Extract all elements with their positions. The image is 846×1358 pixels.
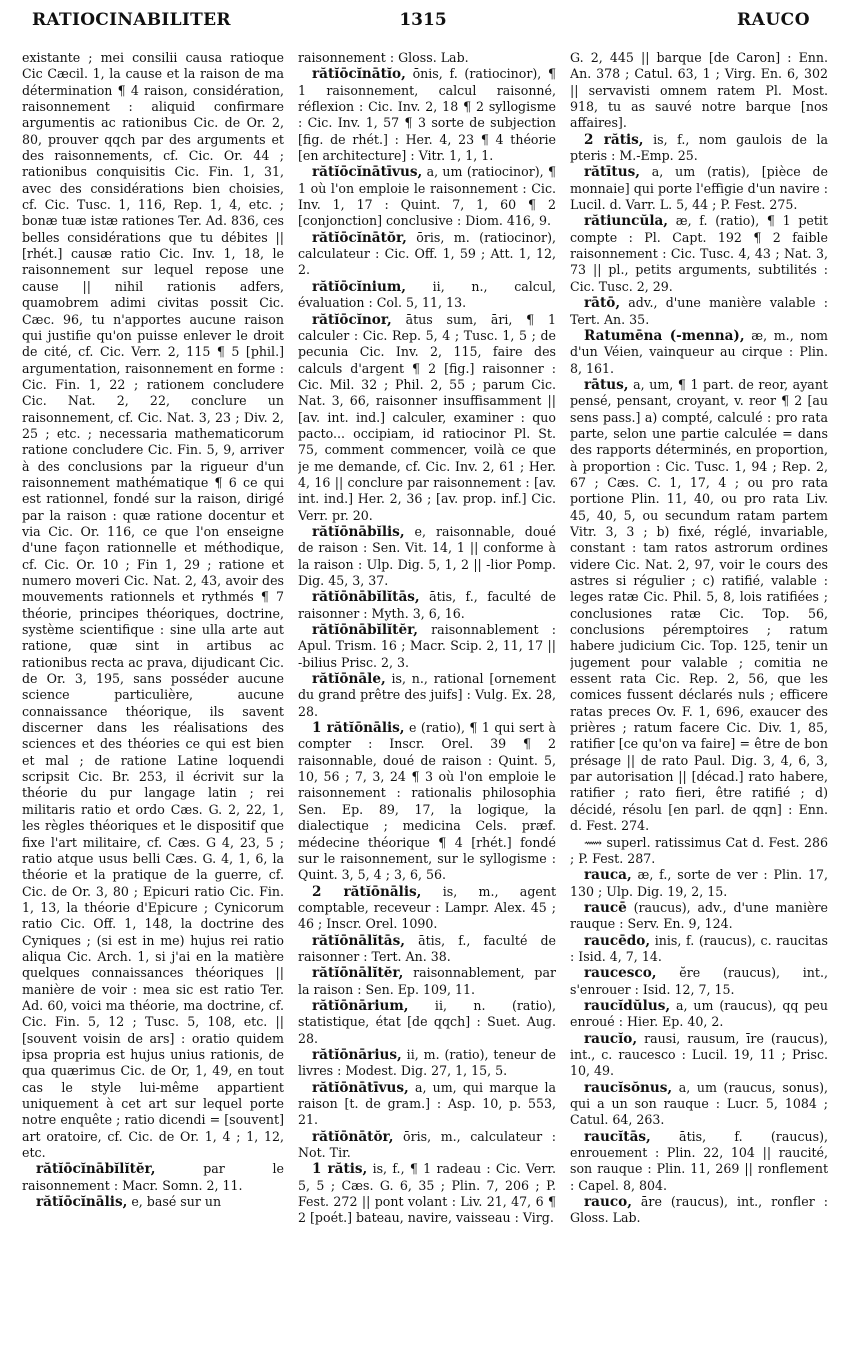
- dictionary-entry: [298, 66, 556, 164]
- dictionary-entry: [570, 213, 828, 295]
- dictionary-entry: [22, 1194, 284, 1210]
- dictionary-entry: [570, 998, 828, 1031]
- dictionary-entry: [298, 720, 556, 883]
- headword: rătĭōcĭnātŏr,: [312, 229, 407, 246]
- dictionary-entry: [298, 1080, 556, 1129]
- entry-text: e (ratio), ¶ 1 qui sert à compter : Inscr. Orel. 39 ¶ 2 raisonnable, doué de raison : Quint. 5, 10, 56 ; 7, 3, 24 ¶ 3 où l'on emploie le raisonnement : rationalis philosophia Sen. Ep. 89, 17, la logique, la dialectique ; medicina Cels. præf. médecine théorique ¶ 4 [rhét.] fondé sur le raisonnement, sur le syllogisme : Quint. 3, 5, 4 ; 3, 6, 56.: [298, 720, 556, 883]
- entry-text: raisonnablement : Apul. Trism. 16 ; Macr. Scip. 2, 11, 17 || -bilius Prisc. 2, 3.: [298, 622, 556, 670]
- headword: rātō,: [584, 295, 621, 312]
- headword: Ratumēna (-menna),: [584, 327, 745, 344]
- headword: 1 rătis,: [312, 1161, 368, 1178]
- dictionary-entry: [570, 933, 828, 966]
- dictionary-entry: [298, 965, 556, 998]
- headword: rătiuncŭla,: [584, 213, 669, 230]
- entry-text: āre (raucus), int., ronfler : Gloss. Lab.: [570, 1194, 828, 1226]
- entry-text: (raucus), adv., d'une manière rauque : Serv. En. 9, 124.: [570, 899, 828, 932]
- entry-text: ōris, m., calculateur : Not. Tir.: [298, 1128, 556, 1161]
- entry-text: e, raisonnable, doué de raison : Sen. Vit. 14, 1 || conforme à la raison : Ulp. Dig. 5, 1, 2 || -lior Pomp. Dig. 45, 3, 37.: [298, 523, 556, 588]
- dictionary-entry: [570, 377, 828, 835]
- dictionary-entry: [570, 965, 828, 998]
- headword: raucē: [584, 899, 627, 916]
- entry-text: a, um, ¶ 1 part. de reor, ayant pensé, pensant, croyant, v. reor ¶ 2 [au sens pass.] a) compté, calculé : pro rata parte, selon une partie calculée = dans des rapports déterminés, en proportion, à proportion : Cic. Tusc. 1, 94 ; Rep. 2, 67 ; Cæs. C. 1, 17, 4 ; ou pro rata portione Plin. 11, 40, ou pro rata Liv. 45, 40, 5, ou secundum ratam partem Vitr. 3, 3 ; b) fixé, réglé, invariable, constant : tam ratos astrorum ordines videre Cic. Nat. 2, 97, voir le cours des astres si régulier ; c) ratifié, valable : leges ratæ Cic. Phil. 5, 8, lois ratifiées ; conclusiones ratæ Cic. Top. 56, conclusions péremptoires ; ratum habere judicium Cic. Top. 125, tenir un jugement pour valable ; comitia ne essent rata Cic. Rep. 2, 56, que les comices fussent déclarés nuls ; efficere ratas preces Ov. F. 1, 696, exaucer des prières ; ratum facere Cic. Div. 1, 85, ratifier [ce qu'on va faire] = être de bon présage || de rato Paul. Dig. 3, 4, 6, 3, par autorisation || [décad.] rato habere, ratifier ; rato fieri, être ratifié ; d) décidé, résolu [en parl. de qqn] : Enn. d. Fest. 274.: [570, 376, 828, 834]
- entry-text: æ, m., nom d'un Véien, vainqueur au cirque : Plin. 8, 161.: [570, 327, 828, 376]
- dictionary-entry: [298, 312, 556, 524]
- entry-text: a, um (raucus, sonus), qui a un son rauque : Lucr. 5, 1084 ; Catul. 64, 263.: [570, 1079, 828, 1128]
- dictionary-entry: [298, 1129, 556, 1162]
- headword: raucĭtās,: [584, 1128, 651, 1145]
- page-number: 1315: [399, 10, 447, 30]
- entry-text: ⟿ superl. ratissimus Cat d. Fest. 286 ; P. Fest. 287.: [570, 834, 828, 866]
- dictionary-entry: [570, 132, 828, 165]
- entry-text: ātis, f., faculté de raisonner : Tert. An. 38.: [298, 932, 556, 964]
- headword: 1 rătĭōnālis,: [312, 720, 405, 737]
- running-head-right: RAUCO: [737, 10, 810, 30]
- entry-text: ĕre (raucus), int., s'enrouer : Isid. 12, 7, 15.: [570, 965, 828, 997]
- entry-text: ii, m. (ratio), teneur de livres : Modest. Dig. 27, 1, 15, 5.: [298, 1046, 556, 1079]
- entry-text: is, m., agent comptable, receveur : Lampr. Alex. 45 ; 46 ; Inscr. Orel. 1090.: [298, 883, 556, 932]
- entry-text: a, um (raucus), qq peu enroué : Hier. Ep. 40, 2.: [570, 997, 828, 1030]
- entry-text: a, um (ratiocinor), ¶ 1 où l'on emploie le raisonnement : Cic. Inv. 1, 17 : Quint. 7, 1, 60 ¶ 2 [conjonction] conclusive : Diom. 416, 9.: [298, 164, 556, 229]
- headword: rauco,: [584, 1194, 632, 1211]
- headword: rătĭōcĭnor,: [312, 311, 392, 328]
- dictionary-entry: [298, 622, 556, 671]
- dictionary-entry: [22, 1161, 284, 1194]
- dictionary-entry: [298, 279, 556, 312]
- headword: rătĭōcĭnābĭlĭtĕr,: [36, 1161, 156, 1178]
- headword: rătĭōnārium,: [312, 997, 409, 1014]
- dictionary-entry: [22, 50, 284, 1161]
- entry-text: a, um, qui marque la raison [t. de gram.] : Asp. 10, p. 553, 21.: [298, 1079, 556, 1128]
- dictionary-entry: [570, 1080, 828, 1129]
- headword: rătĭōnālĭtās,: [312, 932, 405, 949]
- headword: 2 rătis,: [584, 131, 644, 148]
- headword: raucĭdŭlus,: [584, 997, 671, 1014]
- dictionary-entry: [298, 1161, 556, 1226]
- dictionary-entry: [298, 671, 556, 720]
- headword: rătĭōnārius,: [312, 1046, 402, 1063]
- dictionary-entry: [298, 164, 556, 229]
- entry-text: inis, f. (raucus), c. raucitas : Isid. 4, 7, 14.: [570, 932, 828, 964]
- entry-text: ōris, m. (ratiocinor), calculateur : Cic. Off. 1, 59 ; Att. 1, 12, 2.: [298, 229, 556, 278]
- headword: rătĭōnābĭlĭtās,: [312, 589, 420, 606]
- headword: rătĭōnātīvus,: [312, 1079, 409, 1096]
- headword: raucĭsŏnus,: [584, 1079, 673, 1096]
- dictionary-entry: [298, 230, 556, 279]
- entry-text: G. 2, 445 || barque [de Caron] : Enn. An. 378 ; Catul. 63, 1 ; Virg. En. 6, 302 || servavisti omnem ratem Pl. Most. 918, tu as sauvé notre barque [nos affaires].: [570, 50, 828, 131]
- entry-text: ii, n., calcul, évaluation : Col. 5, 11, 13.: [298, 278, 556, 311]
- page-header: [0, 10, 846, 36]
- entry-text: rausi, rausum, īre (raucus), int., c. raucesco : Lucil. 19, 11 ; Prisc. 10, 49.: [570, 1030, 828, 1079]
- entry-text: ātis, f. (raucus), enrouement : Plin. 22, 104 || raucité, son rauque : Plin. 11, 269 || ronflement : Capel. 8, 804.: [570, 1128, 828, 1193]
- dictionary-entry: [298, 1047, 556, 1080]
- entry-text: æ, f., sorte de ver : Plin. 17, 130 ; Ulp. Dig. 19, 2, 15.: [570, 867, 828, 899]
- dictionary-entry: [570, 1031, 828, 1080]
- headword: rătĭōnālĭtĕr,: [312, 965, 404, 982]
- headword: rauca,: [584, 867, 632, 884]
- dictionary-entry: [298, 998, 556, 1047]
- headword: raucesco,: [584, 965, 657, 982]
- headword: rătĭōnātŏr,: [312, 1128, 394, 1145]
- dictionary-entry: [570, 900, 828, 933]
- headword: rătĭōnābĭlĭtĕr,: [312, 622, 419, 639]
- headword: rătītus,: [584, 164, 640, 181]
- headword: rătĭōcĭnātīvus,: [312, 164, 423, 181]
- entry-text: raisonnablement, par la raison : Sen. Ep. 109, 11.: [298, 965, 556, 997]
- column-1: [22, 50, 284, 1350]
- dictionary-entry: [570, 328, 828, 377]
- dictionary-entry: [570, 1194, 828, 1227]
- dictionary-entry: [570, 50, 828, 132]
- entry-text: a, um (ratis), [pièce de monnaie] qui porte l'effigie d'un navire : Lucil. d. Varr. L. 5, 44 ; P. Fest. 275.: [570, 164, 828, 213]
- dictionary-entry: [570, 164, 828, 213]
- entry-text: adv., d'une manière valable : Tert. An. 35.: [570, 295, 828, 327]
- entry-text: is, n., rational [ornement du grand prêtre des juifs] : Vulg. Ex. 28, 28.: [298, 671, 556, 719]
- headword: rătĭōcĭnātĭo,: [312, 66, 406, 83]
- headword: raucēdo,: [584, 932, 651, 949]
- entry-text: is, f., nom gaulois de la pteris : M.-Emp. 25.: [570, 131, 828, 164]
- headword: raucĭo,: [584, 1030, 638, 1047]
- entry-text: ii, n. (ratio), statistique, état [de qqch] : Suet. Aug. 28.: [298, 997, 556, 1046]
- entry-text: ōnis, f. (ratiocinor), ¶ 1 raisonnement, calcul raisonné, réflexion : Cic. Inv. 2, 18 ¶ 2 syllogisme : Cic. Inv. 1, 57 ¶ 3 sorte de subjection [fig. de rhét.] : Her. 4, 23 ¶ 4 théorie [en architecture] : Vitr. 1, 1, 1.: [298, 66, 556, 164]
- column-2: [298, 50, 556, 1350]
- headword: rātus,: [584, 376, 629, 393]
- dictionary-entry: [298, 524, 556, 589]
- headword: 2 rătĭōnālis,: [312, 883, 422, 900]
- dictionary-entry: [298, 589, 556, 622]
- dictionary-entry: [570, 1129, 828, 1194]
- entry-text: is, f., ¶ 1 radeau : Cic. Verr. 5, 5 ; Cæs. G. 6, 35 ; Plin. 7, 206 ; P. Fest. 272 || pont volant : Liv. 21, 47, 6 ¶ 2 [poét.] bateau, navire, vaisseau : Virg.: [298, 1161, 556, 1226]
- entry-text: ātis, f., faculté de raisonner : Myth. 3, 6, 16.: [298, 589, 556, 621]
- entry-text: par le raisonnement : Macr. Somn. 2, 11.: [22, 1161, 284, 1193]
- dictionary-entry: [298, 50, 556, 66]
- entry-text: existante ; mei consilii causa ratioque Cic Cæcil. 1, la cause et la raison de ma détermination ¶ 4 raison, considération, raisonnement : aliquid confirmare argumentis ac rationibus Cic. de Or. 2, 80, prouver qqch par des arguments et des raisonnements, cf. Cic. Or. 44 ; rationibus conquisitis Cic. Fin. 1, 31, avec des considérations bien choisies, cf. Cic. Tusc. 1, 116, Rep. 1, 4, etc. ; bonæ tuæ istæ rationes Ter. Ad. 836, ces belles considérations que tu débites || [rhét.] causæ ratio Cic. Inv. 1, 18, le raisonnement sur lequel repose une cause || nihil rationis adfers, quamobrem adimi civitas possit Cic. Cæc. 96, tu n'apportes aucune raison qui justifie qu'on puisse enlever le droit de cité, cf. Cic. Verr. 2, 115 ¶ 5 [phil.] argumentation, raisonnement en forme : Cic. Fin. 1, 22 ; rationem concludere Cic. Nat. 2, 22, conclure un raisonnement, cf. Cic. Nat. 3, 23 ; Div. 2, 25 ; etc. ; necessaria mathematicorum ratione concludere Cic. Fin. 5, 9, arriver à des conclusions par la rigueur d'un raisonnement mathématique ¶ 6 ce qui est rationnel, fondé sur la raison, dirigé par la raison : quæ ratione docentur et via Cic. Or. 116, ce que l'on enseigne d'une façon rationnelle et méthodique, cf. Cic. Or. 10 ; Fin 1, 29 ; ratione et numero moveri Cic. Nat. 2, 43, avoir des mouvements rationnels et rythmés ¶ 7 théorie, principes théoriques, doctrine, système scientifique : sine ulla arte aut ratione, quæ sint in artibus ac rationibus recta ac prava, dijudicant Cic. de Or. 3, 195, sans posséder aucune science particulière, aucune connaissance théorique, ils savent discerner dans les réalisations des sciences et des théories ce qui est bien et mal ; de ratione Latine loquendi scripsit Cic. Br. 253, il écrivit sur la théorie du pur langage latin ; rei militaris ratio et ordo Cæs. G. 2, 22, 1, les règles théoriques et le dispositif que fixe l'art militaire, cf. Cæs. G 4, 23, 5 ; ratio atque usus belli Cæs. G. 4, 1, 6, la théorie et la pratique de la guerre, cf. Cic. de Or. 3, 80 ; Epicuri ratio Cic. Fin. 1, 13, la théorie d'Epicure ; Cynicorum ratio Cic. Off. 1, 148, la doctrine des Cyniques ; (si est in me) hujus rei ratio aliqua Cic. Arch. 1, si j'ai en la matière quelques connaissances théoriques || manière de voir : mea sic est ratio Ter. Ad. 60, voici ma théorie, ma doctrine, cf. Cic. Fin. 5, 12 ; Tusc. 5, 108, etc. || [souvent voisin de ars] : oratio quidem ipsa propria est hujus unius rationis, de qua quærimus Cic. de Or, 1, 49, en tout cas le style lui-même appartient uniquement à cet art sur lequel porte notre enquête ; ratio dicendi = [souvent] art oratoire, cf. Cic. de Or. 1, 4 ; 1, 12, etc.: [22, 50, 284, 1161]
- headword: rătĭōcĭnium,: [312, 278, 406, 295]
- dictionary-entry: [298, 933, 556, 966]
- running-head-left: RATIOCINABILITER: [32, 10, 231, 30]
- column-3: [570, 50, 828, 1350]
- entry-text: e, basé sur un: [127, 1194, 222, 1210]
- dictionary-entry: [570, 295, 828, 328]
- dictionary-entry: [298, 884, 556, 933]
- headword: rătĭōnābĭlis,: [312, 523, 405, 540]
- dictionary-entry: [570, 835, 828, 868]
- headword: rătĭōcĭnālis,: [36, 1194, 128, 1211]
- headword: rătĭōnāle,: [312, 671, 386, 688]
- dictionary-entry: [570, 867, 828, 900]
- entry-text: ātus sum, āri, ¶ 1 calculer : Cic. Rep. 5, 4 ; Tusc. 1, 5 ; de pecunia Cic. Inv. 2, 115, faire des calculs d'argent ¶ 2 [fig.] raisonner : Cic. Mil. 32 ; Phil. 2, 55 ; parum Cic. Nat. 3, 66, raisonner insuffisamment || [av. int. ind.] calculer, examiner : quo pacto... occipiam, id ratiocinor Pl. St. 75, comment commencer, voilà ce que je me demande, cf. Cic. Inv. 2, 61 ; Her. 4, 16 || conclure par raisonnement : [av. int. ind.] Her. 2, 36 ; [av. prop. inf.] Cic. Verr. pr. 20.: [298, 311, 556, 523]
- entry-text: æ, f. (ratio), ¶ 1 petit compte : Pl. Capt. 192 ¶ 2 faible raisonnement : Cic. Tusc. 4, 43 ; Nat. 3, 73 || pl., petits arguments, subtilités : Cic. Tusc. 2, 29.: [570, 213, 828, 294]
- entry-text: raisonnement : Gloss. Lab.: [298, 50, 469, 65]
